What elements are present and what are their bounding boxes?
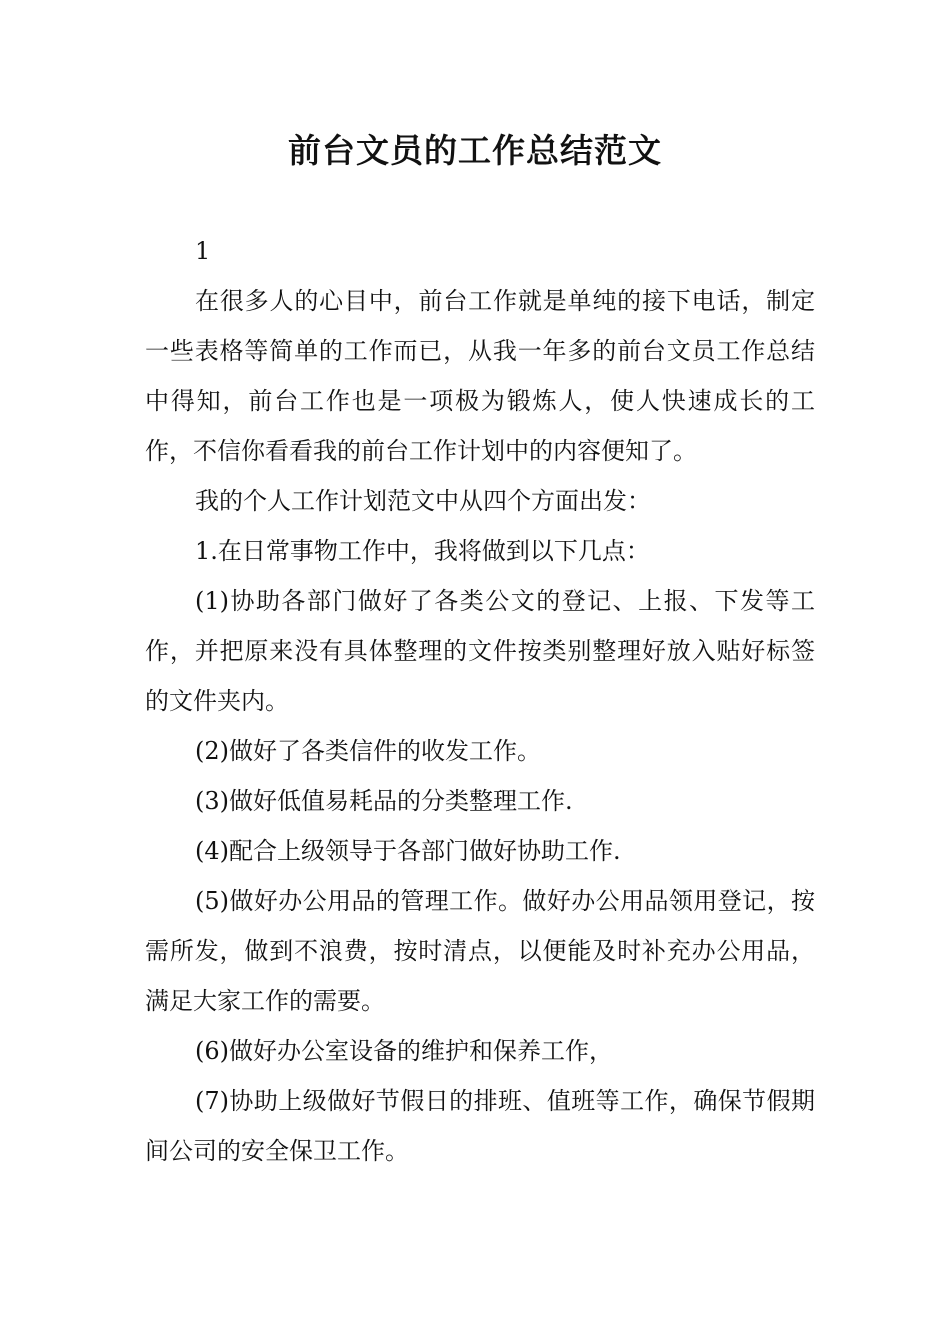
paragraph-item-5: (5)做好办公用品的管理工作。做好办公用品领用登记，按需所发，做到不浪费，按时清点，以便能及时补充办公用品，满足大家工作的需要。 bbox=[145, 887, 815, 1015]
paragraph-item-2: (2)做好了各类信件的收发工作。 bbox=[195, 737, 541, 765]
paragraph-section-1-heading: 1.在日常事物工作中，我将做到以下几点： bbox=[195, 537, 650, 565]
paragraph-intro: 在很多人的心目中，前台工作就是单纯的接下电话，制定一些表格等简单的工作而已，从我一年多的前台文员工作总结中得知，前台工作也是一项极为锻炼人，使人快速成长的工作，不信你看看我的前台工作计划中的内容便知了。 bbox=[145, 287, 815, 465]
paragraph-item-1: (1)协助各部门做好了各类公文的登记、上报、下发等工作，并把原来没有具体整理的文件按类别整理好放入贴好标签的文件夹内。 bbox=[145, 587, 815, 715]
paragraph-item-6: (6)做好办公室设备的维护和保养工作， bbox=[195, 1037, 613, 1065]
document-title: 前台文员的工作总结范文 bbox=[288, 131, 662, 170]
paragraph-page-number: 1 bbox=[195, 237, 211, 265]
paragraph-item-7: (7)协助上级做好节假日的排班、值班等工作，确保节假期间公司的安全保卫工作。 bbox=[145, 1087, 815, 1165]
paragraph-plan-overview: 我的个人工作计划范文中从四个方面出发： bbox=[195, 487, 651, 515]
document-body bbox=[145, 226, 815, 1176]
paragraph-item-3: (3)做好低值易耗品的分类整理工作. bbox=[195, 787, 573, 815]
paragraph-item-4: (4)配合上级领导于各部门做好协助工作. bbox=[195, 837, 621, 865]
